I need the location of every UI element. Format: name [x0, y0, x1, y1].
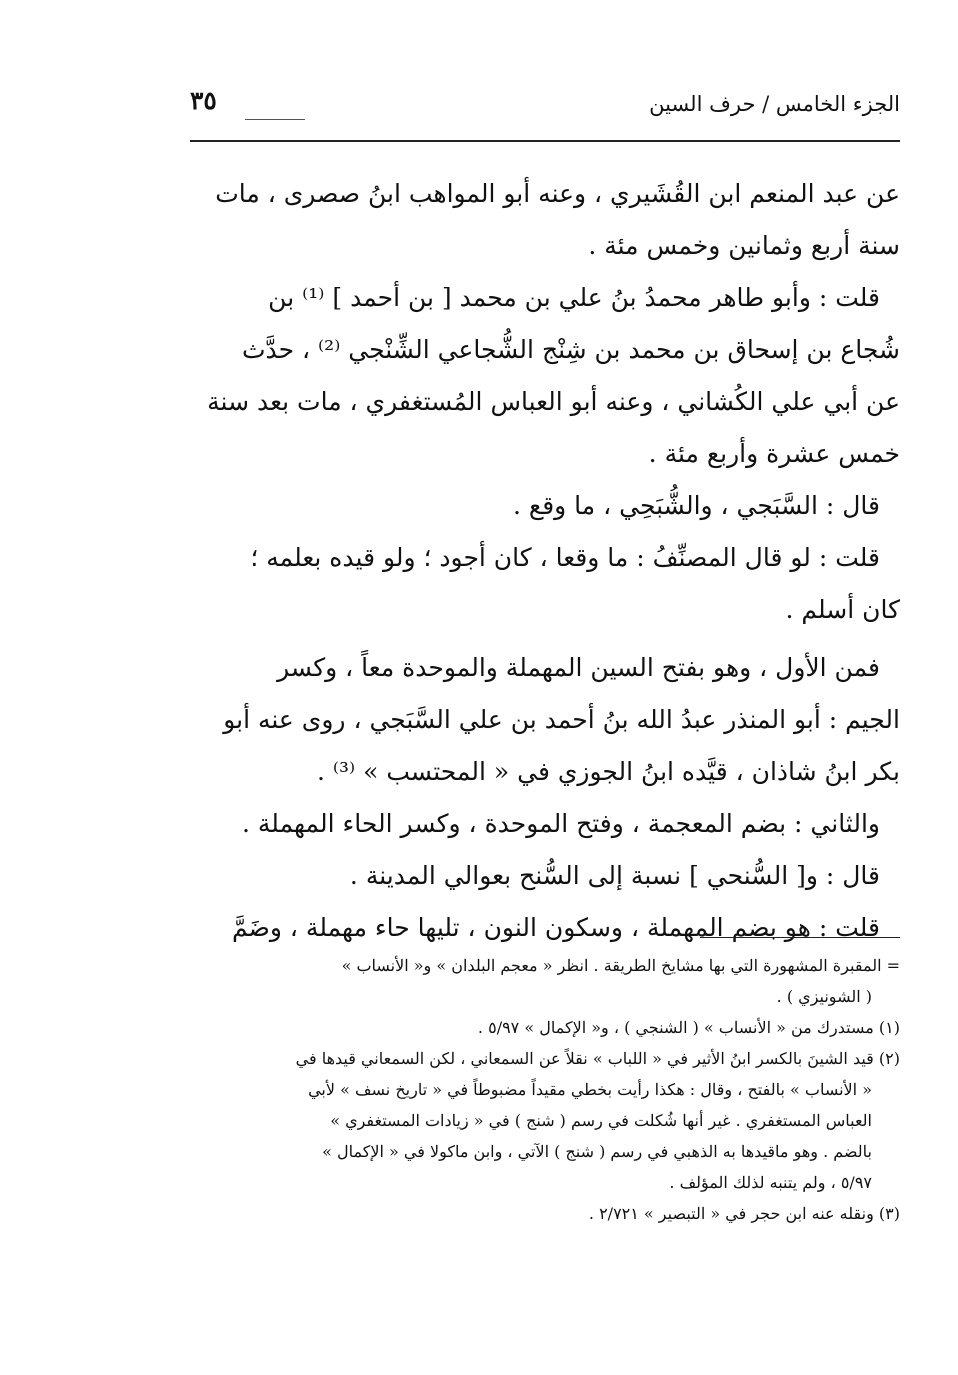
footnote-line: = المقبرة المشهورة التي بها مشايخ الطريقة . انظر « معجم البلدان » و« الأنساب » — [341, 956, 900, 975]
text-line: عن أبي علي الكُشاني ، وعنه أبو العباس المُستغفري ، مات بعد سنة — [207, 387, 900, 416]
text-line: قلت : لو قال المصنِّفُ : ما وقعا ، كان أجود ؛ ولو قيده بعلمه ؛ — [250, 543, 880, 572]
footnote-line: (١) مستدرك من « الأنساب » ( الشنجي ) ، و« الإكمال » ٥/٩٧ . — [477, 1018, 900, 1037]
running-header — [190, 86, 900, 126]
text-line: قلت : وأبو طاهر محمدُ بنُ علي بن محمد [ بن أحمد ] ⁽¹⁾ بن — [268, 283, 880, 312]
footnotes — [190, 950, 900, 1229]
header-dash — [245, 119, 305, 120]
footnote-line: بالضم . وهو ماقيدها به الذهبي في رسم ( شنج ) الآتي ، وابن ماكولا في « الإكمال » — [322, 1142, 872, 1161]
footnote-line: (٣) ونقله عنه ابن حجر في « التبصير » ٢/٧٢١ . — [588, 1204, 900, 1223]
footnote-separator — [700, 937, 900, 938]
text-line: خمس عشرة وأربع مئة . — [648, 439, 900, 468]
footnote-line: (٢) قيد الشينَ بالكسر ابنُ الأثير في « اللباب » نقلاً عن السمعاني ، لكن السمعاني قيدها في — [295, 1049, 900, 1068]
header-rule — [190, 140, 900, 142]
main-text — [190, 168, 900, 954]
text-line: سنة أربع وثمانين وخمس مئة . — [588, 231, 900, 260]
footnote-line: ( الشونيزي ) . — [776, 987, 872, 1006]
page-number: ٣٥ — [190, 86, 217, 115]
text-line: عن عبد المنعم ابن القُشَيري ، وعنه أبو المواهب ابنُ صصرى ، مات — [215, 179, 900, 208]
text-line: قلت : هو بضم المهملة ، وسكون النون ، تليها حاء مهملة ، وضَمَّ — [232, 913, 880, 942]
text-line: بكر ابنُ شاذان ، قيَّده ابنُ الجوزي في « المحتسب » ⁽³⁾ . — [316, 757, 900, 786]
running-title: الجزء الخامس / حرف السين — [649, 92, 900, 116]
footnote-line: ٥/٩٧ ، ولم يتنبه لذلك المؤلف . — [669, 1173, 872, 1192]
text-line: شُجاع بن إسحاق بن محمد بن شِنْج الشُّجاعي الشِّنْجي ⁽²⁾ ، حدَّث — [241, 335, 900, 364]
footnote-line: « الأنساب » بالفتح ، وقال : هكذا رأيت بخطي مقيداً مضبوطاً في « تاريخ نسف » لأبي — [308, 1080, 872, 1099]
text-line: قال : السَّبَجي ، والشُّبَحِي ، ما وقع . — [513, 491, 880, 520]
text-line: والثاني : بضم المعجمة ، وفتح الموحدة ، وكسر الحاء المهملة . — [242, 809, 880, 838]
text-line: فمن الأول ، وهو بفتح السين المهملة والموحدة معاً ، وكسر — [277, 653, 880, 682]
text-line: قال : و[ السُّنحي ] نسبة إلى السُّنح بعوالي المدينة . — [349, 861, 880, 890]
footnote-line: العباس المستغفري . غير أنها شُكلت في رسم ( شنج ) في « زيادات المستغفري » — [330, 1111, 872, 1130]
text-line: الجيم : أبو المنذر عبدُ الله بنُ أحمد بن علي السَّبَجي ، روى عنه أبو — [223, 705, 900, 734]
text-line: كان أسلم . — [785, 595, 900, 624]
